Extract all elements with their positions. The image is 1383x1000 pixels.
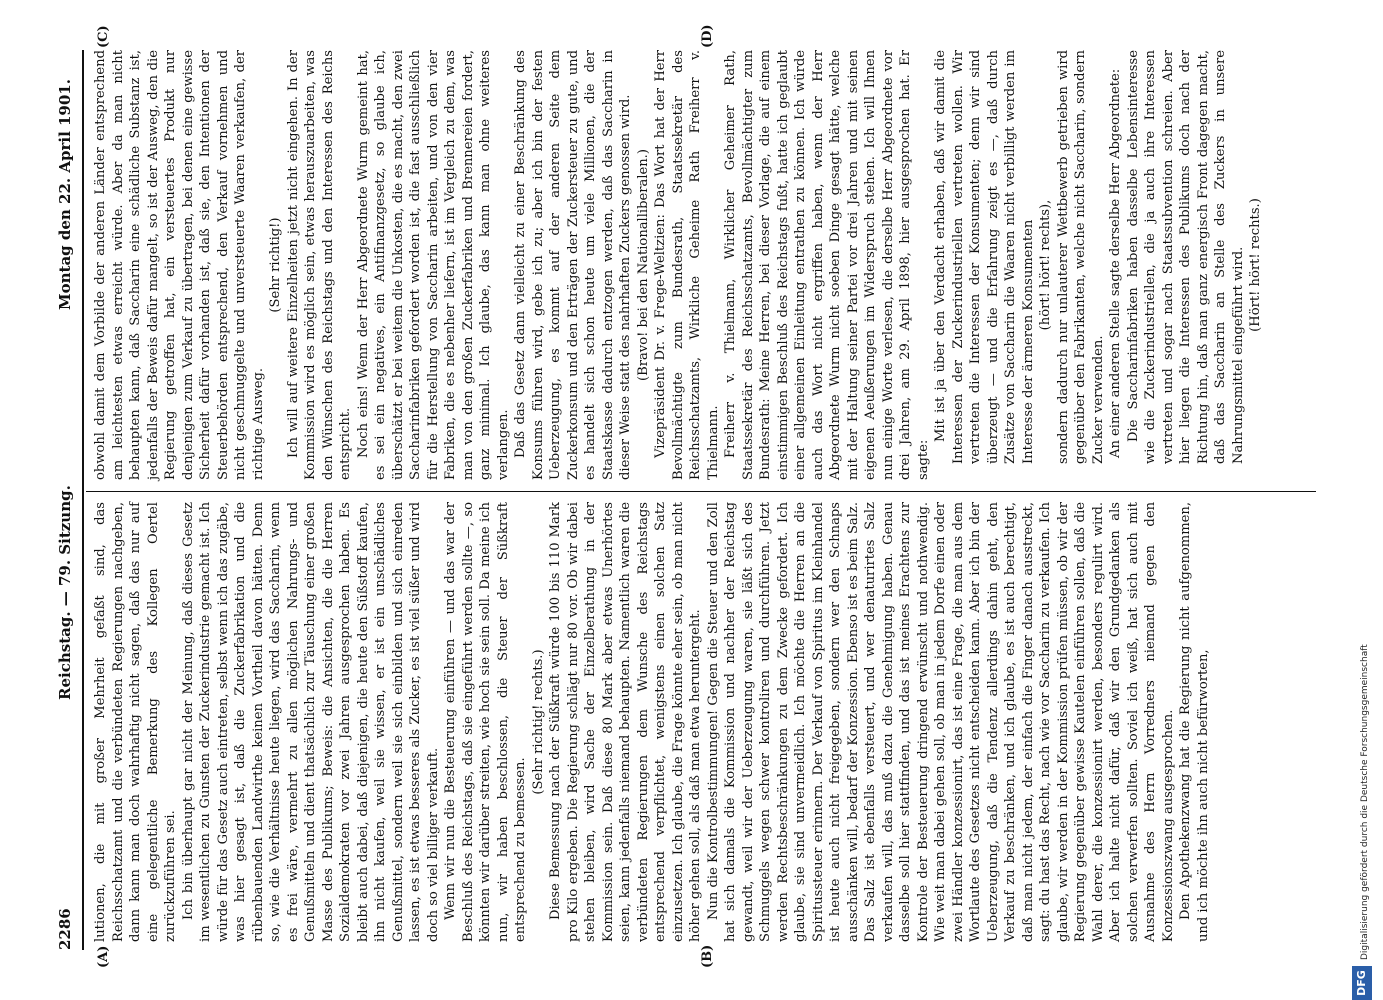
header-title: Reichstag. — 79. Sitzung.: [56, 485, 74, 700]
paragraph: Diese Bemessung nach der Süßkraft würde 100 bis 110 Mark pro Kilo ergeben. Die Regierung schlägt nur 80 vor. Ob wir dabei stehen bleiben, wird Sache der Einzelberathung in der Kommission sein. Daß diese 80 Mark aber etwas Unerhörtes seien, kann jedenfalls niemand behaupten. Namentlich waren die verbündeten Regierungen dem Wunsche des Reichstags entsprechend verpflichtet, wenigstens einen solchen Satz einzusetzen. Ich glaube, die Frage könnte eher sein, ob man nicht höher gehen soll, als daß man etwa heruntergeht.: [548, 502, 703, 942]
margin-marker-c: (C): [96, 25, 111, 48]
dfg-logo: DFG: [1352, 966, 1372, 1000]
header-date: Montag den 22. April 1901.: [56, 79, 74, 310]
column-divider: [86, 491, 1316, 492]
interjection: (hört! hört! rechts),: [1038, 199, 1053, 331]
page-header: [54, 50, 80, 950]
digitization-credit: Digitalisierung gefördert durch die Deutsche Forschungsgemeinschaft: [1360, 644, 1370, 960]
speaker-paragraph: Freiherr v. Thielmann, Wirklicher Geheimer Rath, Staatssekretär des Reichsschatzamts, Bevollmächtigter zum Bundesrath: Meine Herren, bei dieser Vorlage, die auf einem einstimmigen Beschluß des Reichstags fußt, hatte ich geglaubt einer allgemeinen Einleitung entrathen zu können. Ich würde auch das Wort nicht ergriffen haben, wenn der Herr Abgeordnete Wurm nicht soeben Dinge gesagt hätte, welche mit der Haltung seiner Partei vor drei Jahren und mit seinen eigenen Aeußerungen im Widerspruch stehen. Ich will Ihnen nun einige Worte verlesen, die derselbe Herr Abgeordnete vor drei Jahren, am 29. April 1898, hier ausgesprochen hat. Er sagte:: [723, 50, 931, 480]
margin-marker-a: (A): [96, 945, 111, 968]
paragraph: An einer anderen Stelle sagte derselbe Herr Abgeordnete:: [1108, 68, 1123, 458]
interjection: (Sehr richtig!): [268, 217, 283, 313]
paragraph: Noch eins! Wenn der Herr Abgeordnete Wurm gemeint hat, es sei ein negatives, ein Antifinanzgesetz, so glaube ich, überschätzt er bei weitem die Unkosten, die es macht, den zwei Saccharinfabriken gefordert worden ist, die fast ausschließlich für die Herstellung von Saccharin arbeiten, und von den vier Fabriken, die es nebenher liefern, ist im Vergleich zu dem, was man von den großen Zuckerfabriken und Brennereien fordert, ganz minimal. Ich glaube, das kann man ohne weiteres verlangen.: [355, 50, 511, 480]
paragraph: Wenn wir nun die Besteuerung einführen — und das war der Beschluß des Reichstags, daß sie eingeführt werden sollte —, so könnten wir darüber streiten, wie hoch sie sein soll. Da meine ich nun, wir haben beschlossen, die Steuer der Süßkraft entsprechend zu bemessen.: [443, 502, 528, 942]
quotation: sondern dadurch nur unlauterer Wettbewerb getrieben wird gegenüber den Fabrikanten, welche nicht Saccharin, sondern Zucker verwenden.: [1055, 50, 1106, 464]
left-column: [92, 502, 1212, 942]
speaker-paragraph: Vizepräsident Dr. v. Frege-Weltzien: Das Wort hat der Herr Bevollmächtigte zum Bundesrath, Staatssekretär des Reichsschatzamts, Wirkliche Geheime Rath Freiherr v. Thielmann.: [653, 50, 721, 480]
page-number: 2286: [56, 908, 74, 950]
interjection: (Bravo! bei den Nationalliberalen.): [635, 149, 651, 381]
paragraph: Ich will auf weitere Einzelheiten jetzt nicht eingehen. In der Kommission wird es möglich sein, etwas herauszuarbeiten, was den Wünschen des Reichstags und den Interessen des Reichs entspricht.: [285, 50, 353, 480]
paragraph: Nun die Kontrolbestimmungen! Gegen die Steuer und den Zoll hat sich damals die Kommission und nachher der Reichstag gewandt, weil wir der Ueberzeugung waren, sie läßt sich des Schmuggels wegen schwer kontroliren und durchführen. Jetzt werden Rechtsbeschränkungen zu dem Zwecke gefordert. Ich glaube, sie sind unvermeidlich. Ich möchte die Herren an die Spiritussteuer erinnern. Der Verkauf von Spiritus im Kleinhandel ist heute auch nicht freigegeben, sondern wer den Schnaps ausschänken will, bedarf der Konzession. Ebenso ist es beim Salz. Das Salz ist ebenfalls versteuert, und wer denaturirtes Salz verkaufen will, das muß dazu die Genehmigung haben. Genau dasselbe soll hier stattfinden, und das ist meines Erachtens zur Kontrole der Besteuerung dringend erwünscht und nothwendig. Wie weit man dabei gehen soll, ob man in jedem Dorfe einen oder zwei Händler konzessionirt, das ist eine Frage, die man aus dem Wortlaute des Gesetzes nicht entscheiden kann. Aber ich bin der Ueberzeugung, daß die Tendenz allerdings dahin geht, den Verkauf zu beschränken, und ich glaube, es ist auch berechtigt, daß man nicht jedem, der einfach die Finger danach ausstreckt, sagt: du hast das Recht, nach wie vor Saccharin zu verkaufen. Ich glaube, wir werden in der Kommission prüfen müssen, ob wir der Regierung gegenüber gewisse Kautelen einführen sollen, daß die Wahl derer, die konzessionirt werden, besonders regulirt wird. Aber ich halte nicht dafür, daß wir den Grundgedanken als solchen verwerfen sollten. Soviel ich weiß, hat sich auch mit Ausnahme des Herrn Vorredners niemand gegen den Konzessionszwang ausgesprochen.: [705, 502, 1176, 942]
interjection: (Hört! hört! rechts.): [1248, 198, 1263, 332]
margin-marker-d: (D): [700, 24, 715, 48]
header-rule: [82, 50, 84, 950]
paragraph: Daß das Gesetz dann vielleicht zu einer Beschränkung des Konsums führen wird, gebe ich zu; aber ich bin der festen Ueberzeugung, es kommt auf der anderen Seite dem Zuckerkonsum und den Erträgen der Zuckersteuer zu gute, und es handelt sich schon heute um viele Millionen, die der Staatskasse dadurch entzogen werden, daß das Saccharin in dieser Weise statt des nahrhaften Zuckers genossen wird.: [513, 50, 633, 480]
paragraph: Den Apothekenzwang hat die Regierung nicht aufgenommen, und ich möchte ihn auch nicht befürworten,: [1178, 502, 1211, 942]
interjection: (Sehr richtig! rechts.): [530, 649, 546, 795]
margin-marker-b: (B): [700, 944, 715, 968]
right-column: [92, 50, 1265, 480]
quotation: Mit ist ja über den Verdacht erhaben, daß wir damit die Interessen der Zuckerindustriellen vertreten wollen. Wir vertreten die Interessen der Konsumenten; denn wir sind überzeugt — und die Erfahrung zeigt es —, daß durch Zusätze von Saccharin die Waaren nicht verbilligt werden im Interesse der ärmeren Konsumenten: [933, 50, 1036, 464]
paragraph: lutionen, die mit großer Mehrheit gefaßt sind, das Reichsschatzamt und die verbündeten Regierungen nachgeben, dann kann man doch wahrhaftig nicht sagen, daß das nur auf eine gelegentliche Bemerkung des Kollegen Oertel zurückzuführen sei.: [93, 502, 178, 942]
paragraph: obwohl damit dem Vorbilde der anderen Länder entsprechend am leichtesten etwas erreicht würde. Aber da man nicht behaupten kann, daß Saccharin eine schädliche Substanz ist, jedenfalls der Beweis dafür mangelt, so ist der Ausweg, den die Regierung getroffen hat, ein versteuertes Produkt nur denjenigen zum Verkauf zu übertragen, bei denen eine gewisse Sicherheit dafür vorhanden ist, daß sie, den Intentionen der Steuerbehörden entsprechend, den Verkauf vornehmen und nicht geschmuggelte und unversteuerte Waaren verkaufen, der richtige Ausweg.: [93, 50, 266, 480]
quotation: Die Saccharinfabriken haben dasselbe Lebensinteresse wie die Zuckerindustriellen, die ja auch ihre Interessen vertreten und sogar nach Staatssubvention schreien. Aber hier liegen die Interessen des Publikums doch nach der Richtung hin, daß man ganz energisch Front dagegen macht, daß das Saccharin an Stelle des Zuckers in unsere Nahrungsmittel eingeführt wird.: [1125, 50, 1246, 464]
paragraph: Ich bin überhaupt gar nicht der Meinung, daß dieses Gesetz im wesentlichen zu Gunsten der Zuckerindustrie gemacht ist. Ich würde für das Gesetz auch eintreten, selbst wenn ich das zugäbe, was hier gesagt ist, daß die Zuckerfabrikation und die rübenbauenden Landwirthe keinen Vortheil davon hätten. Denn so, wie die Verhältnisse heute liegen, wird das Saccharin, wenn es frei wäre, vermehrt zu allen möglichen Nahrungs- und Genußmitteln und dient thatsächlich zur Täuschung einer großen Masse des Publikums; Beweis: die Ansichten, die die Herren Sozialdemokraten vor zwei Jahren ausgesprochen haben. Es bleibt auch dabei, daß diejenigen, die heute den Süßstoff kaufen, ihn nicht kaufen, weil sie wissen, er ist ein unschädliches Genußmittel, sondern weil sie sich einbilden und sich einreden lassen, es ist etwas besseres als Zucker, es ist viel süßer und wird doch so viel billiger verkauft.: [180, 502, 441, 942]
